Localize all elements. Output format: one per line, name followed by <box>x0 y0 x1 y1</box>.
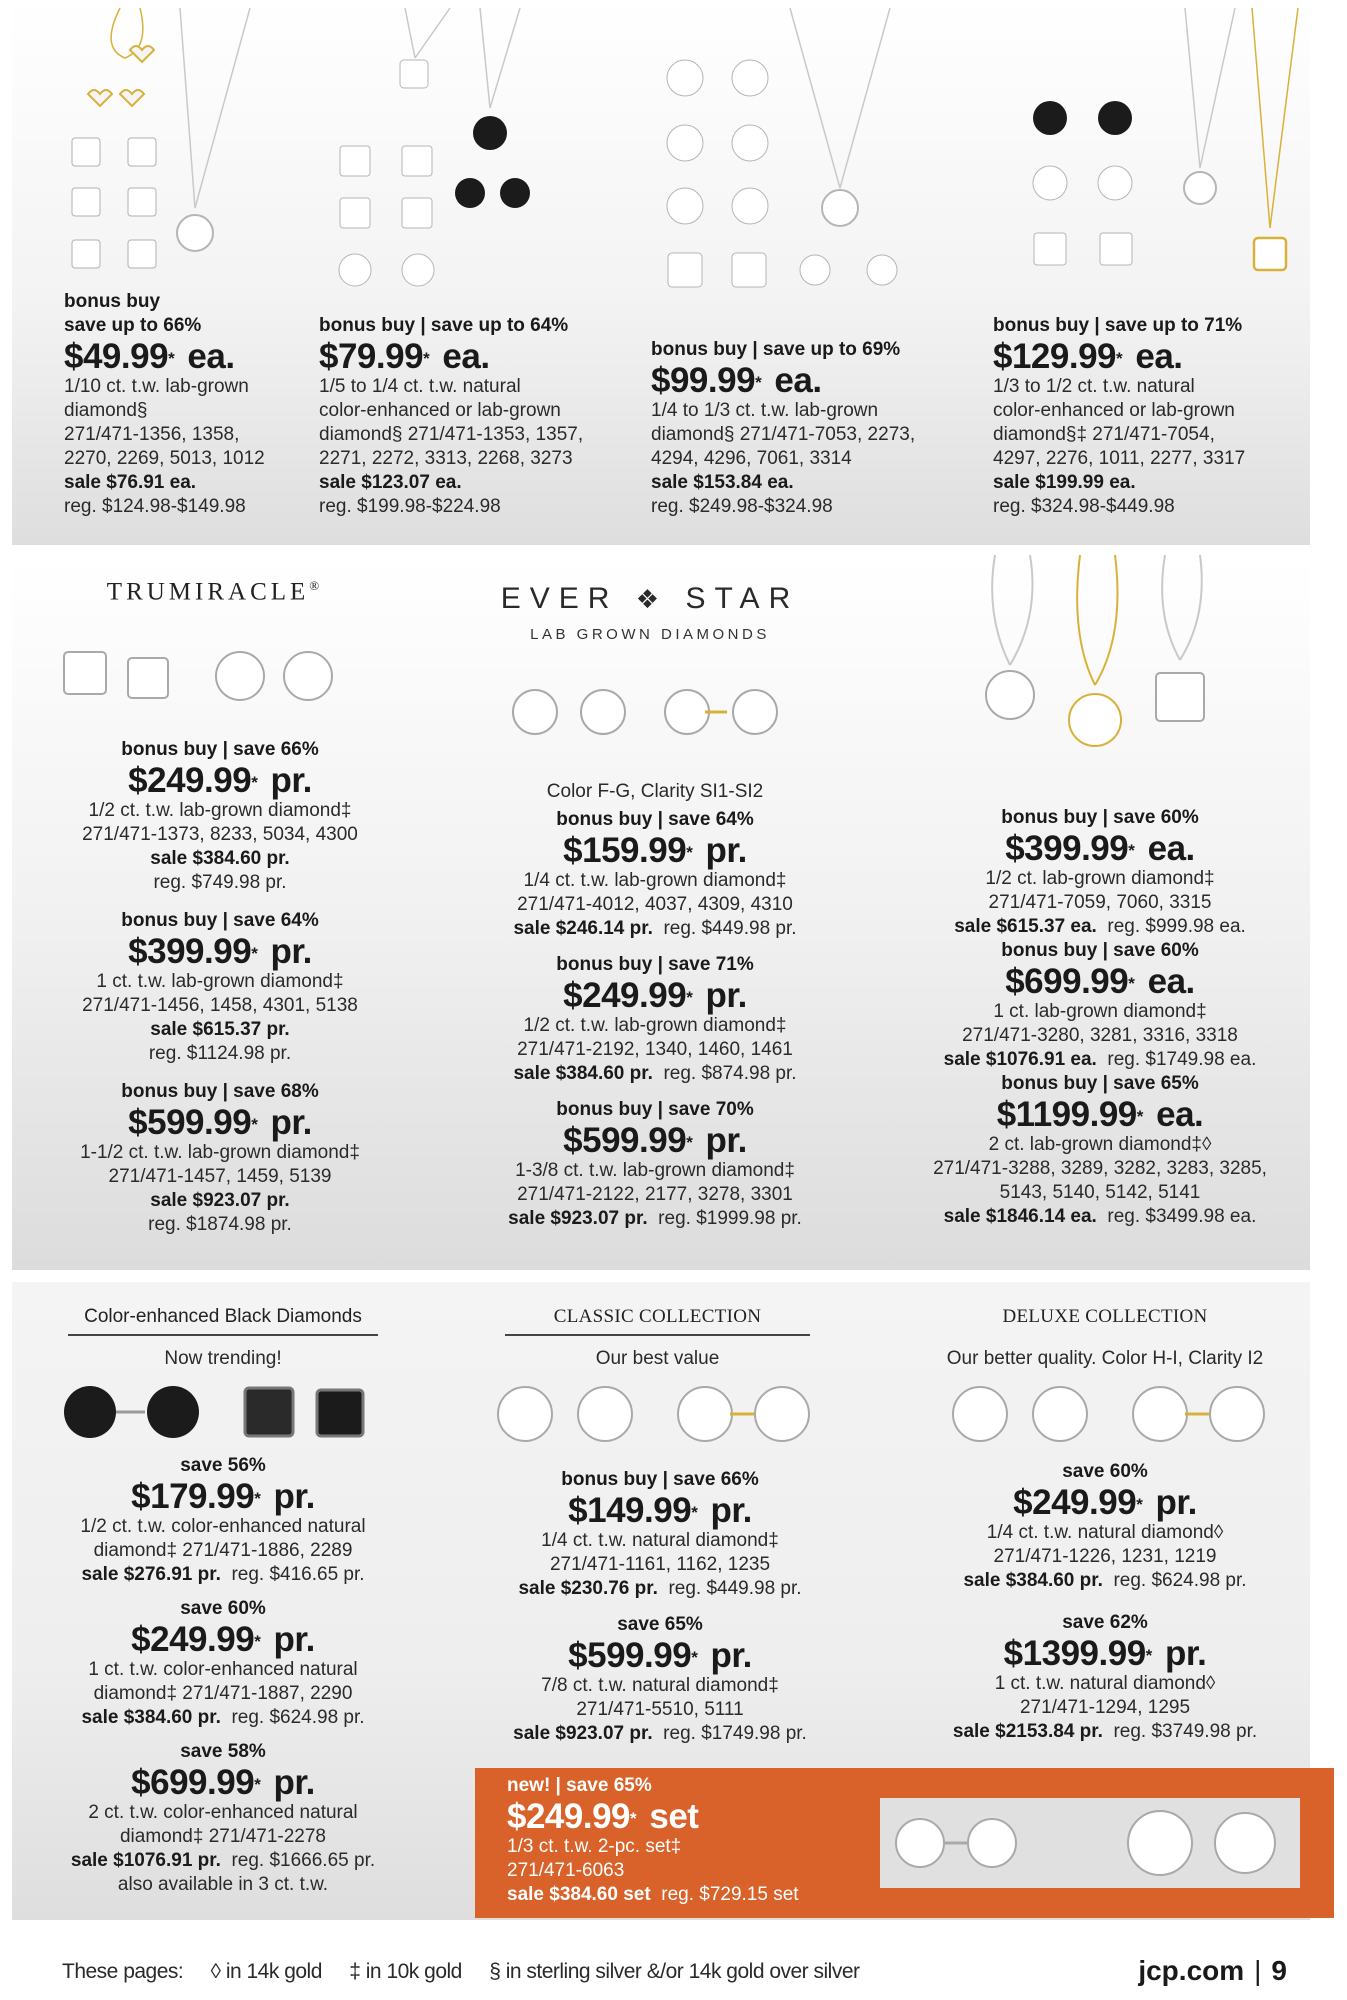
offer-desc: 271/471-1356, 1358, <box>64 424 240 445</box>
offer-black-diamonds <box>48 1454 398 1897</box>
offer-prices: sale $246.14 pr. reg. $449.98 pr. <box>513 918 797 939</box>
offer-prices: sale $384.60 pr. reg. $624.98 pr. <box>963 1570 1247 1591</box>
offer-desc: 271/471-1161, 1162, 1235 <box>549 1554 771 1575</box>
offer-pendant-half <box>895 806 1305 939</box>
offer-reg-price: reg. $1874.98 pr. <box>148 1214 292 1235</box>
black-diamonds-subheading: Now trending! <box>164 1348 282 1369</box>
offer-price: $249.99* pr. <box>1013 1483 1197 1522</box>
promo-banner-set[interactable] <box>475 1768 1334 1918</box>
offer-badge: bonus buy | save up to 64% <box>319 315 569 336</box>
offer-desc: diamond‡ 271/471-1887, 2290 <box>93 1683 353 1704</box>
offer-desc: 1-1/2 ct. t.w. lab-grown diamond‡ <box>80 1142 360 1163</box>
offer-desc: 1/4 ct. t.w. natural diamond‡ <box>541 1530 779 1551</box>
offer-desc: 271/471-7059, 7060, 3315 <box>988 892 1212 913</box>
offer-badge: bonus buy | save 68% <box>121 1081 319 1102</box>
black-diamonds-heading: Color-enhanced Black Diamonds <box>68 1306 378 1336</box>
offer-badge: bonus buy | save 65% <box>1001 1073 1199 1094</box>
offer-desc: 1 ct. t.w. color-enhanced natural <box>88 1659 358 1680</box>
deluxe-collection-subheading: Our better quality. Color H-I, Clarity I2 <box>946 1348 1264 1369</box>
footer-legend <box>62 1960 882 1984</box>
offer-badge: bonus buy | save 66% <box>121 739 319 760</box>
offer-desc: 4294, 4296, 7061, 3314 <box>651 448 852 469</box>
offer-badge: save 60% <box>180 1598 266 1619</box>
offer-pendants <box>895 806 1305 1229</box>
offer-desc: 1/10 ct. t.w. lab-grown <box>64 376 249 397</box>
offer-everstar-quarter <box>460 808 850 941</box>
offer-prices: sale $2153.84 pr. reg. $3749.98 pr. <box>952 1721 1258 1742</box>
also-available-note: also available in 3 ct. t.w. <box>117 1874 329 1895</box>
offer-classic <box>470 1468 850 1746</box>
offer-desc: 4297, 2276, 1011, 2277, 3317 <box>993 448 1246 469</box>
offer-sale-price: sale $615.37 pr. <box>150 1019 290 1040</box>
offer-black-half <box>48 1454 398 1587</box>
offer-classic-quarter <box>470 1468 850 1601</box>
offer-deluxe <box>905 1460 1305 1744</box>
promo-text <box>507 1774 799 1907</box>
offer-sale-price: sale $153.84 ea. <box>651 472 794 493</box>
offer-badge: bonus buy | save 71% <box>556 954 754 975</box>
offer-badge: save 65% <box>617 1614 703 1635</box>
offer-price: $129.99* ea. <box>993 337 1183 376</box>
everstar-subtitle: LAB GROWN DIAMONDS <box>530 626 770 643</box>
offer-prices: sale $1076.91 pr. reg. $1666.65 pr. <box>70 1850 376 1871</box>
offer-price: $179.99* pr. <box>131 1477 315 1516</box>
offer-reg-price: reg. $249.98-$324.98 <box>651 496 833 517</box>
offer-price: $99.99* ea. <box>651 361 822 400</box>
offer-desc: 1/2 ct. t.w. lab-grown diamond‡ <box>88 800 352 821</box>
offer-price: $699.99* ea. <box>1005 962 1195 1001</box>
offer-desc: 1/3 to 1/2 ct. t.w. natural <box>993 376 1195 397</box>
offer-desc: 271/471-3288, 3289, 3282, 3283, 3285, <box>933 1158 1267 1179</box>
offer-badge: bonus buy | save up to 71% <box>993 315 1243 336</box>
offer-sale-price: sale $199.99 ea. <box>993 472 1136 493</box>
product-image-classic-studs <box>490 1380 820 1450</box>
offer-badge: save 56% <box>180 1455 266 1476</box>
separator: | <box>1254 1955 1262 1986</box>
offer-price: $149.99* pr. <box>568 1491 752 1530</box>
offer-desc: 1-3/8 ct. t.w. lab-grown diamond‡ <box>515 1160 795 1181</box>
trumiracle-logo: TRUMIRACLE® <box>106 578 320 606</box>
offer-prices: sale $615.37 ea. reg. $999.98 ea. <box>954 916 1246 937</box>
offer-desc: diamond§‡ 271/471-7054, <box>993 424 1215 445</box>
offer-reg-price: reg. $1124.98 pr. <box>148 1043 292 1064</box>
everstar-color-clarity: Color F-G, Clarity SI1-SI2 <box>546 781 764 802</box>
offer-badge: bonus buy | save 70% <box>556 1099 754 1120</box>
product-image-natural-studs-pendant <box>330 8 570 278</box>
offer-deluxe-quarter <box>905 1460 1305 1593</box>
offer-desc: 5143, 5140, 5142, 5141 <box>999 1182 1201 1203</box>
product-image-black-white-studs-pendants <box>1020 8 1310 288</box>
offer-desc: 2 ct. t.w. color-enhanced natural <box>88 1802 358 1823</box>
offer-prices: sale $1846.14 ea. reg. $3499.98 ea. <box>943 1206 1257 1227</box>
offer-trumiracle-one <box>50 909 390 1066</box>
offer-desc: 1/2 ct. lab-grown diamond‡ <box>985 868 1215 889</box>
offer-pendant-one <box>895 939 1305 1072</box>
offer-badge: bonus buy | save 66% <box>561 1469 759 1490</box>
offer-badge: bonus buy | save 60% <box>1001 940 1199 961</box>
offer-desc: 271/471-2192, 1340, 1460, 1461 <box>517 1039 793 1060</box>
offer-desc: 1/2 ct. t.w. color-enhanced natural <box>80 1516 366 1537</box>
offer-sale-price: sale $923.07 pr. <box>150 1190 290 1211</box>
promo-badge: new! | save 65% <box>507 1775 652 1796</box>
offer-desc: 271/471-1294, 1295 <box>1019 1697 1191 1718</box>
offer-desc: diamond§ 271/471-1353, 1357, <box>319 424 584 445</box>
offer-price: $599.99* pr. <box>128 1103 312 1142</box>
promo-price: $249.99* set <box>507 1797 699 1836</box>
offer-desc: diamond§ <box>64 400 148 421</box>
everstar-logo: EVER ❖ STAR <box>500 582 800 615</box>
offer-desc: 1 ct. t.w. natural diamond◊ <box>994 1673 1216 1694</box>
offer-deluxe-one <box>905 1611 1305 1744</box>
footer-14k: ◊ in 14k gold <box>210 1960 322 1983</box>
offer-price: $49.99* ea. <box>64 337 235 376</box>
product-image-halo-studs-pendant <box>660 8 910 298</box>
footer-label: These pages: <box>62 1960 184 1983</box>
product-image-lab-grown-studs-pendant <box>60 8 290 278</box>
offer-badge: save 62% <box>1062 1612 1148 1633</box>
offer-desc: 271/471-3280, 3281, 3316, 3318 <box>962 1025 1238 1046</box>
offer-price: $699.99* pr. <box>131 1763 315 1802</box>
offer-price: $159.99* pr. <box>563 831 747 870</box>
offer-badge: bonus buy | save 64% <box>121 910 319 931</box>
offer-everstar-half <box>460 953 850 1086</box>
product-image-deluxe-studs <box>945 1380 1275 1450</box>
offer-desc: 2271, 2272, 3313, 2268, 3273 <box>319 448 573 469</box>
offer-price: $399.99* pr. <box>128 932 312 971</box>
offer-trumiracle-half <box>50 738 390 895</box>
offer-black-white-studs <box>993 314 1293 519</box>
offer-everstar-one-three-eighths <box>460 1098 850 1231</box>
offer-desc: color-enhanced or lab-grown <box>319 400 561 421</box>
classic-collection-heading: CLASSIC COLLECTION <box>505 1306 810 1336</box>
offer-desc: 271/471-2122, 2177, 3278, 3301 <box>517 1184 793 1205</box>
offer-prices: sale $923.07 pr. reg. $1749.98 pr. <box>513 1723 807 1744</box>
offer-sale-price: sale $76.91 ea. <box>64 472 197 493</box>
offer-desc: 2270, 2269, 5013, 1012 <box>64 448 265 469</box>
offer-desc: 271/471-1456, 1458, 4301, 5138 <box>82 995 358 1016</box>
offer-desc: color-enhanced or lab-grown <box>993 400 1235 421</box>
offer-save: save up to 66% <box>64 315 202 336</box>
offer-prices: sale $230.76 pr. reg. $449.98 pr. <box>518 1578 802 1599</box>
product-image-studs-set <box>880 1798 1300 1888</box>
offer-prices: sale $276.91 pr. reg. $416.65 pr. <box>81 1564 365 1585</box>
page-number: 9 <box>1271 1955 1287 1986</box>
offer-price: $249.99* pr. <box>131 1620 315 1659</box>
offer-desc: 2 ct. lab-grown diamond‡◊ <box>988 1134 1212 1155</box>
offer-desc: diamond§ 271/471-7053, 2273, <box>651 424 916 445</box>
offer-desc: 271/471-5510, 5111 <box>576 1699 744 1720</box>
offer-price: $1199.99* ea. <box>996 1095 1204 1134</box>
offer-sale-price: sale $384.60 pr. <box>150 848 290 869</box>
offer-badge: save 58% <box>180 1741 266 1762</box>
site-link[interactable]: jcp.com <box>1138 1955 1245 1986</box>
offer-badge: bonus buy | save up to 69% <box>651 339 901 360</box>
product-image-solitaire-pendants <box>980 555 1230 765</box>
offer-desc: 1/2 ct. t.w. lab-grown diamond‡ <box>523 1015 787 1036</box>
product-image-everstar-studs <box>505 676 795 751</box>
footer-silver: § in sterling silver &/or 14k gold over silver <box>489 1960 860 1983</box>
footer-10k: ‡ in 10k gold <box>349 1960 462 1983</box>
offer-badge: bonus buy | save 64% <box>556 809 754 830</box>
offer-desc: diamond‡ 271/471-1886, 2289 <box>93 1540 353 1561</box>
offer-price: $599.99* pr. <box>568 1636 752 1675</box>
offer-halo-studs <box>651 338 961 519</box>
offer-desc: 1/4 to 1/3 ct. t.w. lab-grown <box>651 400 879 421</box>
offer-trumiracle-one-half <box>50 1080 390 1237</box>
product-image-black-diamond-studs <box>55 1380 375 1445</box>
offer-pendant-two <box>895 1072 1305 1229</box>
offer-desc: 271/471-1373, 8233, 5034, 4300 <box>82 824 358 845</box>
offer-price: $79.99* ea. <box>319 337 490 376</box>
offer-black-two <box>48 1740 398 1897</box>
offer-price: $1399.99* pr. <box>1003 1634 1207 1673</box>
offer-prices: sale $923.07 pr. reg. $1999.98 pr. <box>508 1208 802 1229</box>
offer-sale-price: sale $123.07 ea. <box>319 472 462 493</box>
promo-prices: sale $384.60 set reg. $729.15 set <box>507 1884 799 1905</box>
offer-desc: 1/4 ct. t.w. natural diamond◊ <box>986 1522 1224 1543</box>
deluxe-collection-heading: DELUXE COLLECTION <box>1002 1306 1208 1327</box>
site-and-page <box>1138 1955 1287 1987</box>
offer-desc: 271/471-1226, 1231, 1219 <box>993 1546 1217 1567</box>
offer-desc: diamond‡ 271/471-2278 <box>119 1826 326 1847</box>
offer-black-one <box>48 1597 398 1730</box>
offer-desc: 271/471-1457, 1459, 5139 <box>108 1166 332 1187</box>
offer-desc: 1 ct. lab-grown diamond‡ <box>993 1001 1207 1022</box>
offer-desc: 1 ct. t.w. lab-grown diamond‡ <box>96 971 344 992</box>
offer-desc: 1/4 ct. t.w. lab-grown diamond‡ <box>523 870 787 891</box>
offer-prices: sale $384.60 pr. reg. $874.98 pr. <box>513 1063 797 1084</box>
offer-badge: save 60% <box>1062 1461 1148 1482</box>
offer-price: $599.99* pr. <box>563 1121 747 1160</box>
offer-reg-price: reg. $124.98-$149.98 <box>64 496 246 517</box>
offer-reg-price: reg. $324.98-$449.98 <box>993 496 1175 517</box>
offer-trumiracle <box>50 738 390 1237</box>
offer-desc: 7/8 ct. t.w. natural diamond‡ <box>541 1675 779 1696</box>
offer-badge: bonus buy <box>64 291 161 312</box>
offer-prices: sale $1076.91 ea. reg. $1749.98 ea. <box>943 1049 1257 1070</box>
offer-natural-studs <box>319 314 619 519</box>
offer-price: $249.99* pr. <box>128 761 312 800</box>
classic-collection-subheading: Our best value <box>595 1348 720 1369</box>
offer-desc: 271/471-4012, 4037, 4309, 4310 <box>517 894 793 915</box>
offer-reg-price: reg. $199.98-$224.98 <box>319 496 501 517</box>
offer-lab-grown-studs <box>64 290 324 519</box>
offer-everstar <box>460 780 850 1231</box>
star-icon: ❖ <box>635 584 669 614</box>
offer-badge: bonus buy | save 60% <box>1001 807 1199 828</box>
promo-desc: 1/3 ct. t.w. 2-pc. set‡ <box>507 1836 682 1857</box>
offer-prices: sale $384.60 pr. reg. $624.98 pr. <box>81 1707 365 1728</box>
promo-desc: 271/471-6063 <box>507 1860 625 1881</box>
product-image-trumiracle-studs <box>58 640 348 715</box>
offer-desc: 1/5 to 1/4 ct. t.w. natural <box>319 376 521 397</box>
offer-classic-seven-eighths <box>470 1613 850 1746</box>
offer-price: $249.99* pr. <box>563 976 747 1015</box>
offer-price: $399.99* ea. <box>1005 829 1195 868</box>
offer-reg-price: reg. $749.98 pr. <box>153 872 287 893</box>
